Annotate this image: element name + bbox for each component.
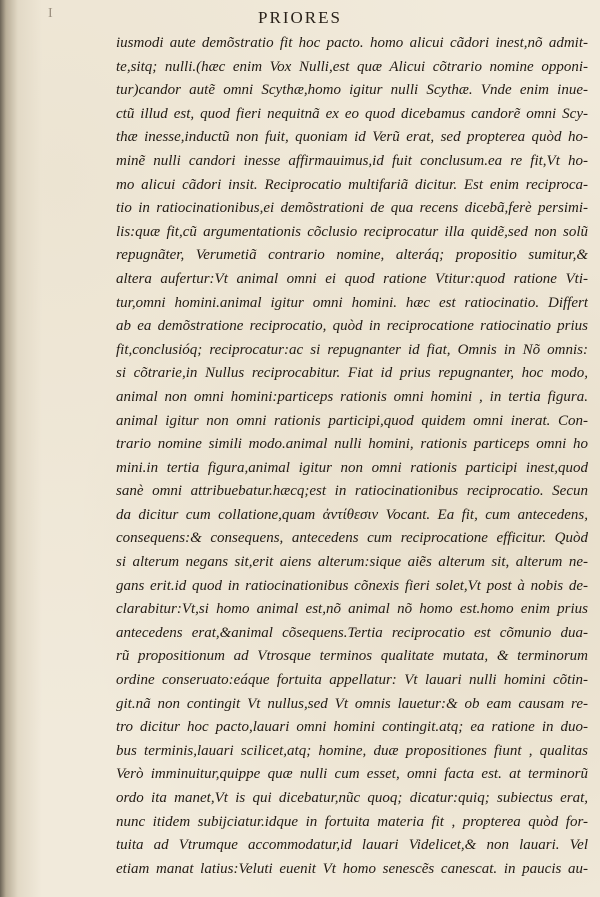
text-line: etiam manat latius:Veluti euenit Vt homo senescẽs canescat. in paucis au- (116, 860, 588, 877)
text-line: repugnãter, Verumetiã contrario nomine, alteráq; propositio sumitur,& (116, 247, 588, 264)
text-line: iusmodi aute demõstratio fit hoc pacto. homo alicui cãdori inest,nõ admit- (116, 35, 588, 51)
text-line: animal non omni homini:particeps rationis omni homini , in tertia figura. (116, 388, 588, 405)
body-text (116, 32, 588, 881)
text-line: minẽ nulli candori inesse affirmauimus,id fuit conclusum.ea re fit,Vt ho- (116, 152, 588, 169)
text-line: altera aufertur:Vt animal omni ei quod ratione Vtitur:quod ratione Vti- (116, 270, 588, 287)
text-line: mo alicui cãdori insit. Reciprocatio multifariã dicitur. Est enim reciproca- (116, 176, 588, 193)
gutter-shadow (0, 0, 42, 897)
text-line: ordo ita manet,Vt is qui dicebatur,nũc quoq; dicatur:quiq; subiectus erat, (116, 790, 588, 806)
text-line: tro dicitur hoc pacto,lauari omni homini contingit.atq; ea ratione in duo- (116, 719, 588, 736)
text-line: clarabitur:Vt,si homo animal est,nõ animal nõ homo est.homo enim prius (116, 601, 588, 618)
text-line: ctũ illud est, quod fieri nequitnã ex eo quod dicebamus candorẽ omni Scy- (116, 105, 588, 122)
text-line: tur)candor autẽ omni Scythæ,homo igitur nulli Scythæ. Vnde enim inue- (116, 82, 588, 99)
text-line: tuita ad Vtrumque accommodatur,id lauari Videlicet,& non lauari. Vel (116, 837, 588, 854)
text-line: tio in ratiocinationibus,ei demõstrationi de qua recens dicebã,ferè persimi- (116, 200, 588, 217)
text-line: sanè omni attribuebatur.hæcq;est in ratiocinationibus reciprocatio. Secun (116, 483, 588, 500)
text-line: gans erit.id quod in ratiocinationibus cõnexis fieri solet,Vt post à nobis de- (116, 577, 588, 594)
text-line: consequens:& consequens, antecedens cum reciprocatione efficitur. Quòd (116, 530, 588, 547)
text-line: si cõtrarie,in Nullus reciprocabitur. Fiat id prius repugnanter, hoc modo, (116, 365, 588, 382)
text-line: si alterum negans sit,erit aiens alterum:sique aiẽs alterum sit, alterum ne- (116, 554, 588, 571)
text-line: nunc itidem subijciatur.idque in fortuita materia fit , propterea quòd for- (116, 813, 588, 830)
text-line: lis:quæ fit,cũ argumentationis cõclusio reciprocatur illa quidẽ,sed non solũ (116, 223, 588, 240)
bleed-through-mark: I (48, 6, 53, 21)
text-line: thæ inesse,inductũ non fuit, quoniam id Verũ erat, sed propterea quòd ho- (116, 129, 588, 146)
text-line: ab ea demõstratione reciprocatio, quòd in reciprocatione ratiocinatio prius (116, 318, 588, 335)
text-line: mini.in tertia figura,animal igitur non omni rationis participi inest,quod (116, 459, 588, 476)
text-line: da dicitur cum collatione,quam ἀντίθεσιν Vocant. Ea fit, cum antecedens, (116, 506, 588, 523)
text-line: Verò imminuitur,quippe quæ nulli cum esset, omni facta est. at terminorũ (116, 766, 588, 783)
text-line: rũ propositionum ad Vtrosque terminos qualitate mutata, & terminorum (116, 648, 588, 665)
text-line: trario nomine simili modo.animal nulli homini, rationis particeps omni ho (116, 436, 588, 453)
text-line: te,sitq; nulli.(hæc enim Vox Nulli,est quæ Alicui cõtrario nomine opponi- (116, 58, 588, 75)
running-head: PRIORES (258, 8, 342, 27)
text-line: animal igitur non omni rationis participi,quod quidem omni inerat. Con- (116, 412, 588, 429)
text-line: ordine conseruato:eáque fortuita appellatur: Vt lauari nulli homini cõtin- (116, 672, 588, 689)
text-line: antecedens erat,&animal cõsequens.Tertia reciprocatio est cõmunio dua- (116, 624, 588, 641)
text-line: fit,conclusióq; reciprocatur:ac si repugnanter id fiat, Omnis in Nõ omnis: (116, 341, 588, 358)
text-line: git.nã non contingit Vt nullus,sed Vt omnis lauetur:& ob eam causam re- (116, 695, 588, 712)
text-line: bus terminis,lauari scilicet,atq; homine, duæ propositiones fiunt , qualitas (116, 742, 588, 759)
text-line: tur,omni homini.animal igitur omni homini. hæc est ratiocinatio. Differt (116, 294, 588, 311)
